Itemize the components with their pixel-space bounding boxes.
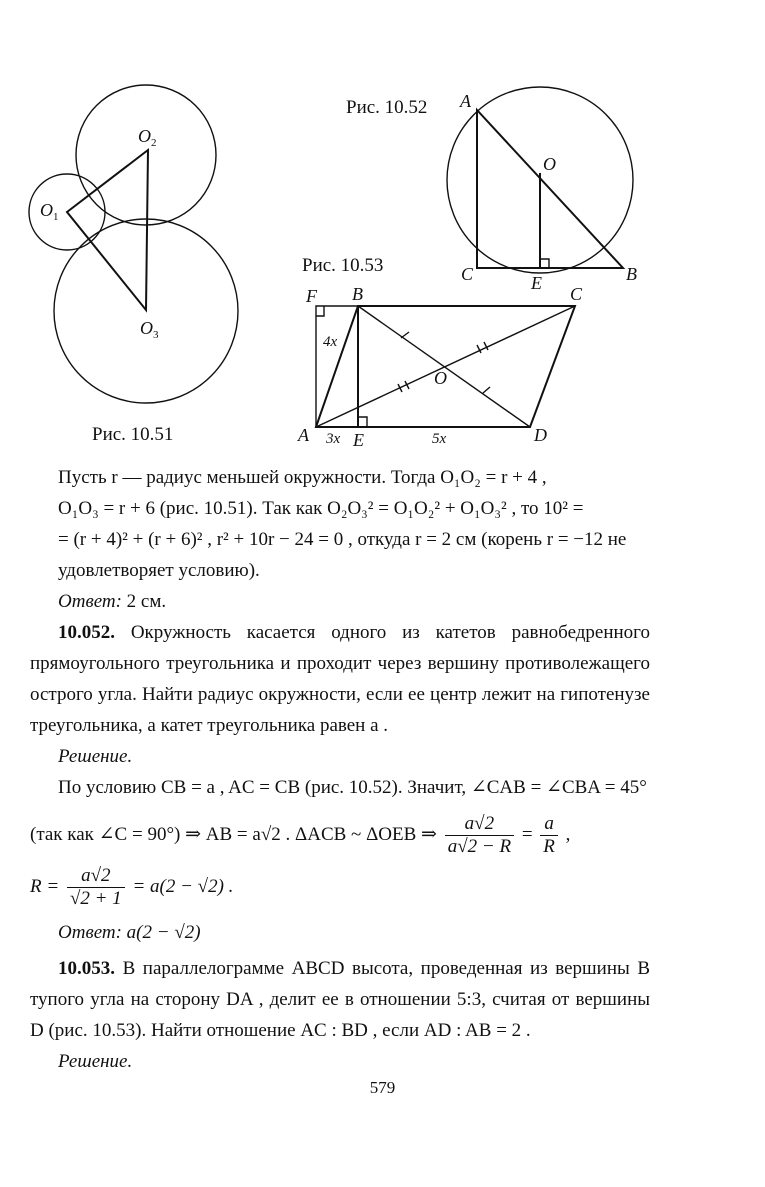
label-o3: $O_3$ xyxy=(140,318,159,341)
solution-2-label: Решение. xyxy=(58,746,133,767)
label-o2: $O_2$ xyxy=(138,126,157,149)
solution-1-line-3: = (r + 4)² + (r + 6)² , r² + 10r − 24 = 0 , откуда r = 2 см (корень r = −12 не xyxy=(58,529,627,550)
radius-lhs: R = xyxy=(30,876,60,897)
solution-2-line-2-text: (так как ∠C = 90°) ⇒ AB = a√2 . ΔACB ~ ΔOEB ⇒ xyxy=(30,824,437,845)
answer-1-label: Ответ: xyxy=(58,591,122,612)
fraction-2-denominator: R xyxy=(543,836,555,858)
tick-od xyxy=(483,387,490,393)
solution-2-line-1 xyxy=(30,772,650,803)
right-angle-mark-e2 xyxy=(358,417,367,427)
problem-10-052-number: 10.052. xyxy=(58,622,115,643)
problem-10-053 xyxy=(30,953,650,1046)
right-angle-mark-f xyxy=(316,306,324,316)
caption-10-52: Рис. 10.52 xyxy=(346,97,428,118)
problem-10-052-text: Окружность касается одного из катетов равнобедренного прямоугольного треугольника и проходит через вершину противолежащего острого угла. Найти радиус окружности, если ее центр лежит на гипотенузе треугольника, а катет треугольника равен a . xyxy=(30,622,651,736)
label-c2: C xyxy=(570,284,583,304)
triangle-acb xyxy=(477,110,623,268)
solution-2-line-1-text: По условию CB = a , AC = CB (рис. 10.52). Значит, ∠CAB = ∠CBA = 45° xyxy=(58,777,647,798)
fraction-1-denominator: a√2 − R xyxy=(447,836,512,858)
label-o: O xyxy=(543,154,556,174)
fraction-3-denominator: √2 + 1 xyxy=(69,888,122,910)
answer-2-value: a(2 − √2) xyxy=(126,922,201,943)
problem-10-053-number: 10.053. xyxy=(58,958,115,979)
caption-10-53: Рис. 10.53 xyxy=(302,255,384,276)
diagonal-bd xyxy=(358,306,530,427)
problem-10-053-text: В параллелограмме ABCD высота, проведенная из вершины B тупого угла на сторону DA , делит ее в отношении 5:3, считая от вершины D (рис. 10.53). Найти отношение AC : BD , если AD : AB = 2 . xyxy=(30,958,651,1041)
label-a: A xyxy=(460,91,471,111)
figure-10-51 xyxy=(29,85,238,445)
solution-1-line-2: O₁O₃ = r + 6 (рис. 10.51). Так как O₂O₃² = O₁O₂² + O₁O₃² , то 10² = xyxy=(58,498,584,519)
page-text xyxy=(30,462,650,1077)
fraction-3 xyxy=(67,865,125,910)
fraction-1-numerator: a√2 xyxy=(445,813,514,836)
label-o2-center: O xyxy=(434,368,447,388)
solution-1-line-4: удовлетворяет условию). xyxy=(58,560,260,581)
label-a2: A xyxy=(298,425,309,445)
label-f: F xyxy=(306,286,317,306)
label-4x: 4x xyxy=(323,334,338,350)
fraction-3-numerator: a√2 xyxy=(67,865,125,888)
label-5x: 5x xyxy=(432,431,447,447)
fraction-1 xyxy=(445,813,514,858)
solution-3-label: Решение. xyxy=(58,1051,133,1072)
radius-rhs: = a(2 − √2) . xyxy=(132,876,234,897)
solution-1 xyxy=(30,462,650,586)
label-b2: B xyxy=(352,284,363,304)
answer-1 xyxy=(30,586,650,617)
answer-2-label: Ответ: xyxy=(58,922,122,943)
label-e: E xyxy=(531,273,542,293)
solution-1-line-1: Пусть r — радиус меньшей окружности. Тогда O₁O₂ = r + 4 , xyxy=(58,467,547,488)
figure-10-52 xyxy=(346,87,637,293)
solution-2-line-2 xyxy=(30,809,650,861)
answer-2 xyxy=(30,913,650,953)
radius-formula xyxy=(30,861,650,913)
right-angle-mark-e xyxy=(540,259,549,268)
fraction-2-numerator: a xyxy=(540,813,558,836)
page-number: 579 xyxy=(369,1078,396,1097)
label-o1: $O_1$ xyxy=(40,200,59,223)
circle-o2 xyxy=(76,85,216,225)
fraction-2 xyxy=(540,813,558,858)
tick-bo xyxy=(401,332,409,338)
label-e2: E xyxy=(353,430,364,450)
label-c: C xyxy=(461,264,474,284)
label-d: D xyxy=(534,425,547,445)
label-b: B xyxy=(626,264,637,284)
caption-10-51: Рис. 10.51 xyxy=(92,424,174,445)
comma: , xyxy=(565,824,571,845)
figures-area xyxy=(0,0,765,460)
answer-1-value: 2 см. xyxy=(126,591,167,612)
problem-10-052 xyxy=(30,617,650,741)
label-3x: 3x xyxy=(326,431,341,447)
equals-sign: = xyxy=(521,824,533,845)
